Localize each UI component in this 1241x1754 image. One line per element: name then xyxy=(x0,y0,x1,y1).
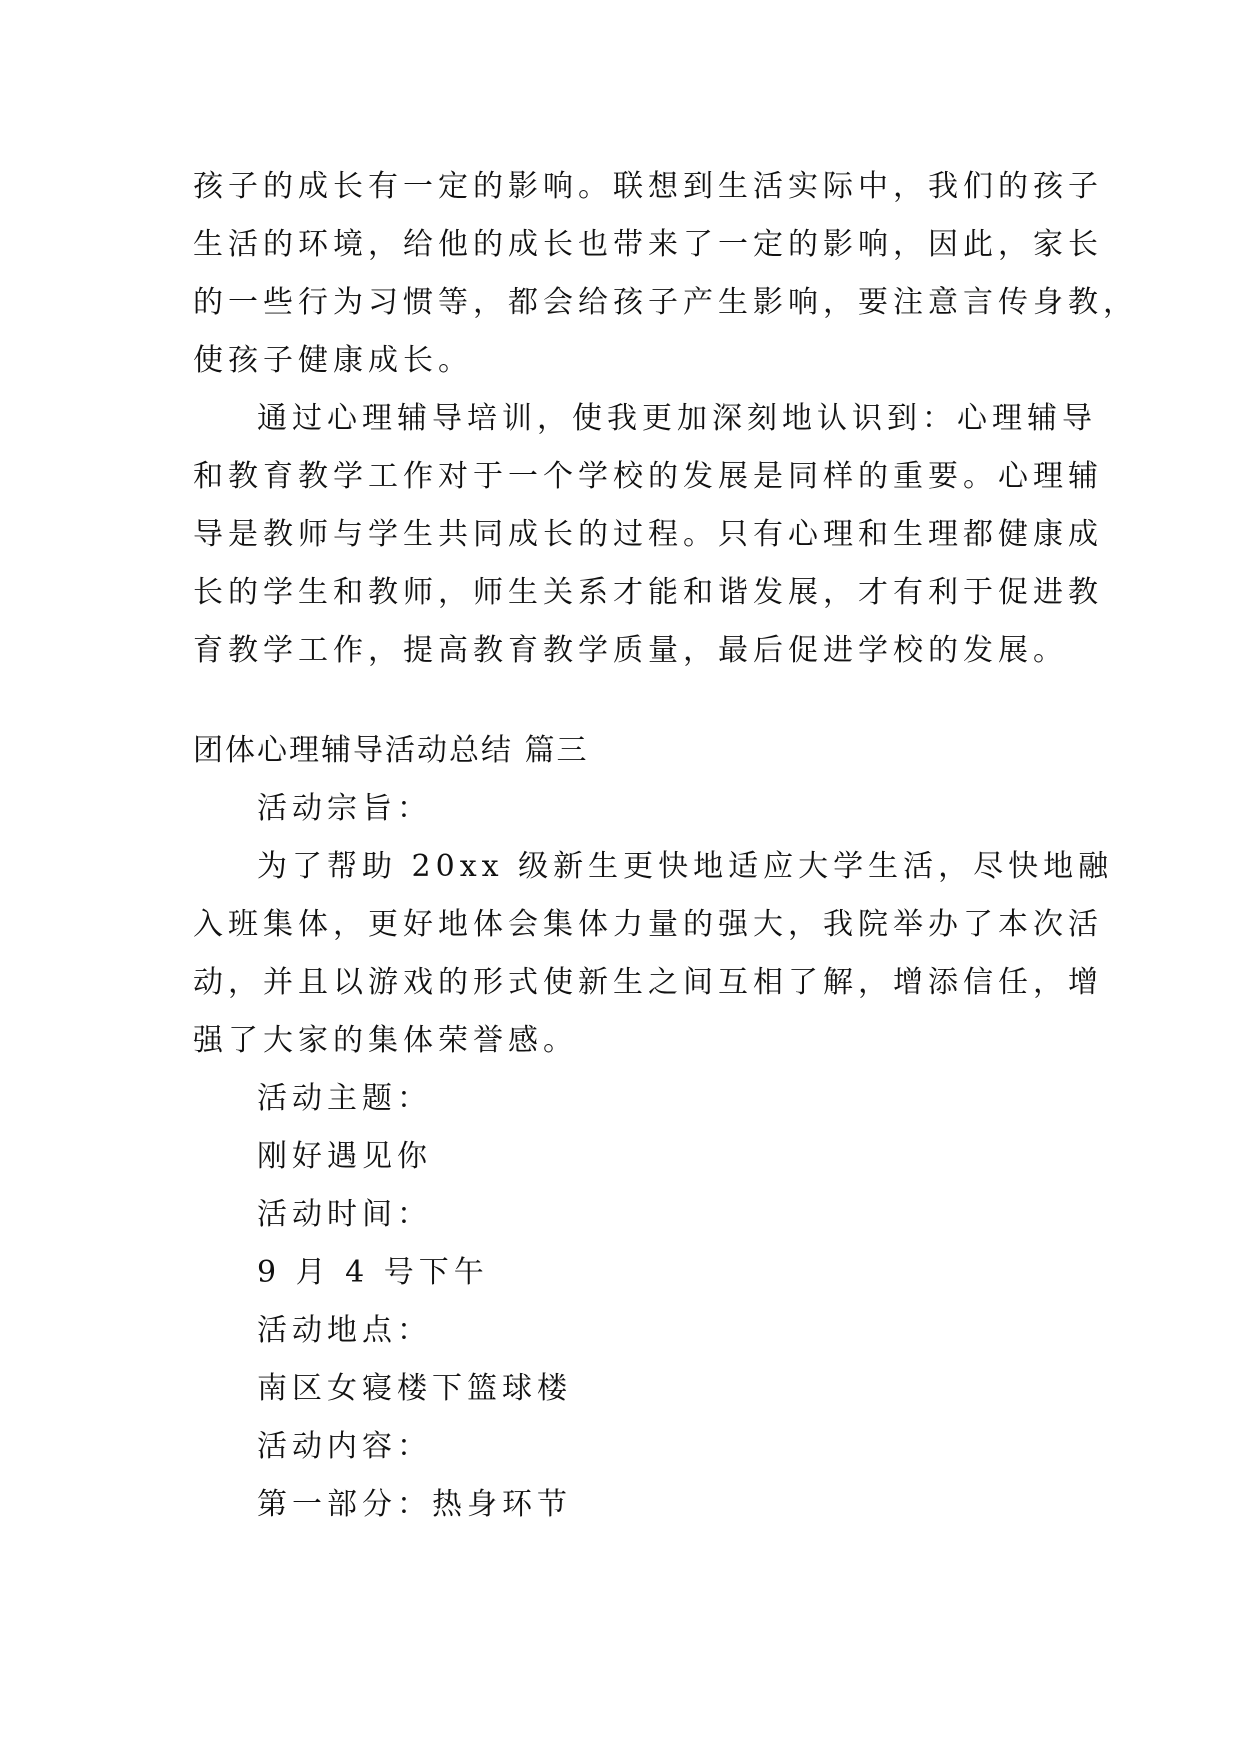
section-title: 团体心理辅导活动总结 篇三 xyxy=(193,733,589,768)
paragraph-2-line-5: 育教学工作，提高教育教学质量，最后促进学校的发展。 xyxy=(193,633,1068,668)
purpose-label: 活动宗旨： xyxy=(257,791,432,826)
paragraph-2-line-3: 导是教师与学生共同成长的过程。只有心理和生理都健康成 xyxy=(193,517,1103,552)
purpose-line-2: 入班集体，更好地体会集体力量的强大，我院举办了本次活 xyxy=(193,907,1103,942)
time-label: 活动时间： xyxy=(257,1197,432,1232)
document-body xyxy=(193,158,1138,1534)
part-one-heading: 第一部分：热身环节 xyxy=(257,1487,572,1522)
paragraph-2-line-2: 和教育教学工作对于一个学校的发展是同样的重要。心理辅 xyxy=(193,459,1103,494)
place-value: 南区女寝楼下篮球楼 xyxy=(257,1371,572,1406)
theme-label: 活动主题： xyxy=(257,1081,432,1116)
purpose-line-1: 为了帮助 20xx 级新生更快地适应大学生活，尽快地融 xyxy=(257,849,1114,884)
content-label: 活动内容： xyxy=(257,1429,432,1464)
paragraph-1-line-3: 的一些行为习惯等，都会给孩子产生影响，要注意言传身教， xyxy=(193,285,1138,320)
place-label: 活动地点： xyxy=(257,1313,432,1348)
paragraph-1-line-4: 使孩子健康成长。 xyxy=(193,343,473,378)
purpose-line-3: 动，并且以游戏的形式使新生之间互相了解，增添信任，增 xyxy=(193,965,1103,1000)
theme-value: 刚好遇见你 xyxy=(257,1139,432,1174)
paragraph-2-line-4: 长的学生和教师，师生关系才能和谐发展，才有利于促进教 xyxy=(193,575,1103,610)
paragraph-1-line-1: 孩子的成长有一定的影响。联想到生活实际中，我们的孩子 xyxy=(193,169,1103,204)
paragraph-2-line-1: 通过心理辅导培训，使我更加深刻地认识到：心理辅导 xyxy=(257,401,1097,436)
time-value: 9 月 4 号下午 xyxy=(257,1255,489,1290)
purpose-line-4: 强了大家的集体荣誉感。 xyxy=(193,1023,578,1058)
paragraph-1-line-2: 生活的环境，给他的成长也带来了一定的影响，因此，家长 xyxy=(193,227,1103,262)
